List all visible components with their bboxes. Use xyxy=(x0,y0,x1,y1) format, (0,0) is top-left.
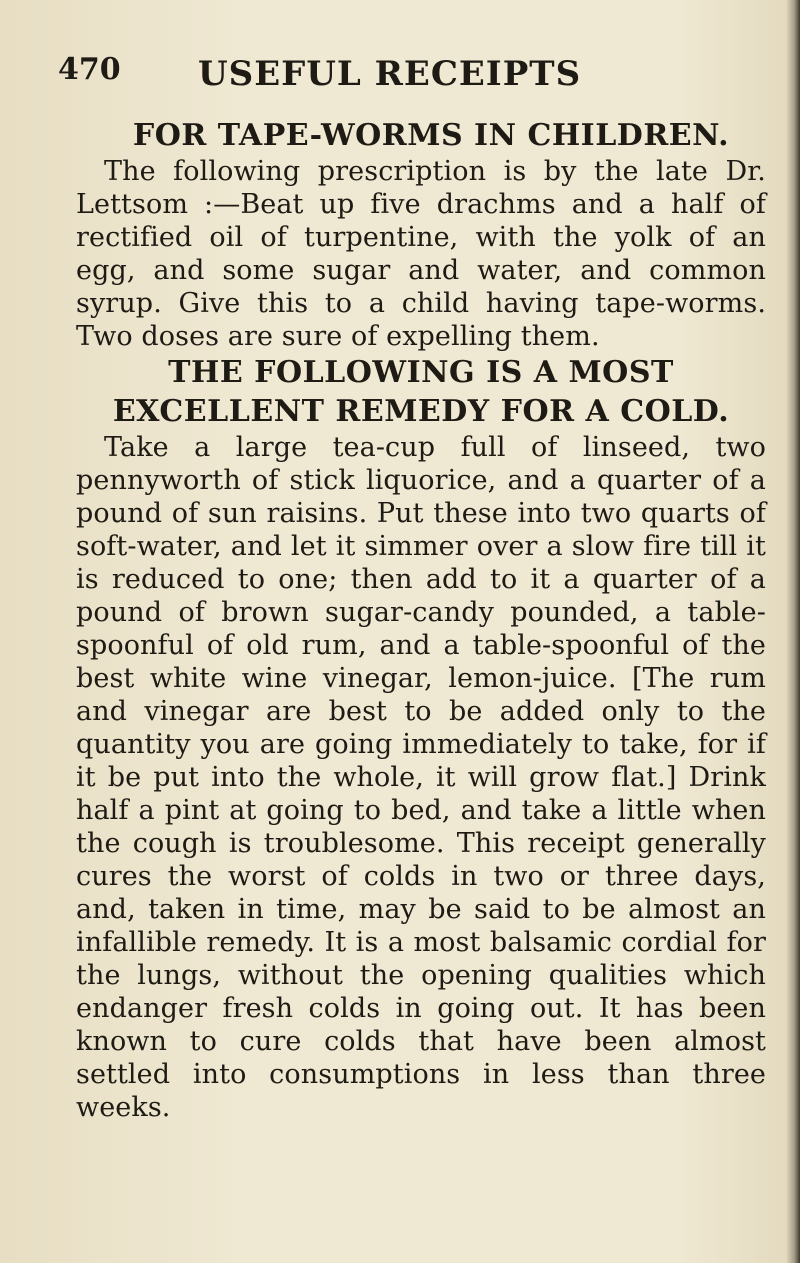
section-heading: THE FOLLOWING IS A MOST EXCELLENT REMEDY FOR A COLD. xyxy=(112,355,730,429)
section-tape-worms xyxy=(76,116,766,353)
page-content xyxy=(76,116,766,1124)
section-body: The following prescription is by the late Dr. Lettsom :—Beat up five drachms and a half of rectified oil of turpentine, with the yolk of an egg, and some sugar and water, and common syrup. Give this to a child having tape-worms. Two doses are sure of expelling them. xyxy=(76,156,766,352)
running-title: USEFUL RECEIPTS xyxy=(198,54,582,94)
section-body: Take a large tea-cup full of linseed, two pennyworth of stick liquorice, and a quarter of a pound of sun raisins. Put these into two quarts of soft-water, and let it simmer over a slow fire till it is reduced to one; then add to it a quarter of a pound of brown sugar-candy pounded, a table-spoonful of old rum, and a table-spoonful of the best white wine vinegar, lemon-juice. [The rum and vinegar are best to be added only to the quantity you are going immediately to take, for if it be put into the whole, it will grow flat.] Drink half a pint at going to bed, and take a little when the cough is troublesome. This receipt generally cures the worst of colds in two or three days, and, taken in time, may be said to be almost an infallible remedy. It is a most balsamic cordial for the lungs, without the opening qualities which endanger fresh colds in going out. It has been known to cure colds that have been almost settled into consumptions in less than three weeks. xyxy=(76,432,766,1123)
page-header xyxy=(58,48,758,98)
section-heading: FOR TAPE-WORMS IN CHILDREN. xyxy=(132,118,730,153)
page-number: 470 xyxy=(58,52,121,87)
section-cold-remedy xyxy=(76,353,766,1124)
page-edge-shadow xyxy=(786,0,800,1263)
